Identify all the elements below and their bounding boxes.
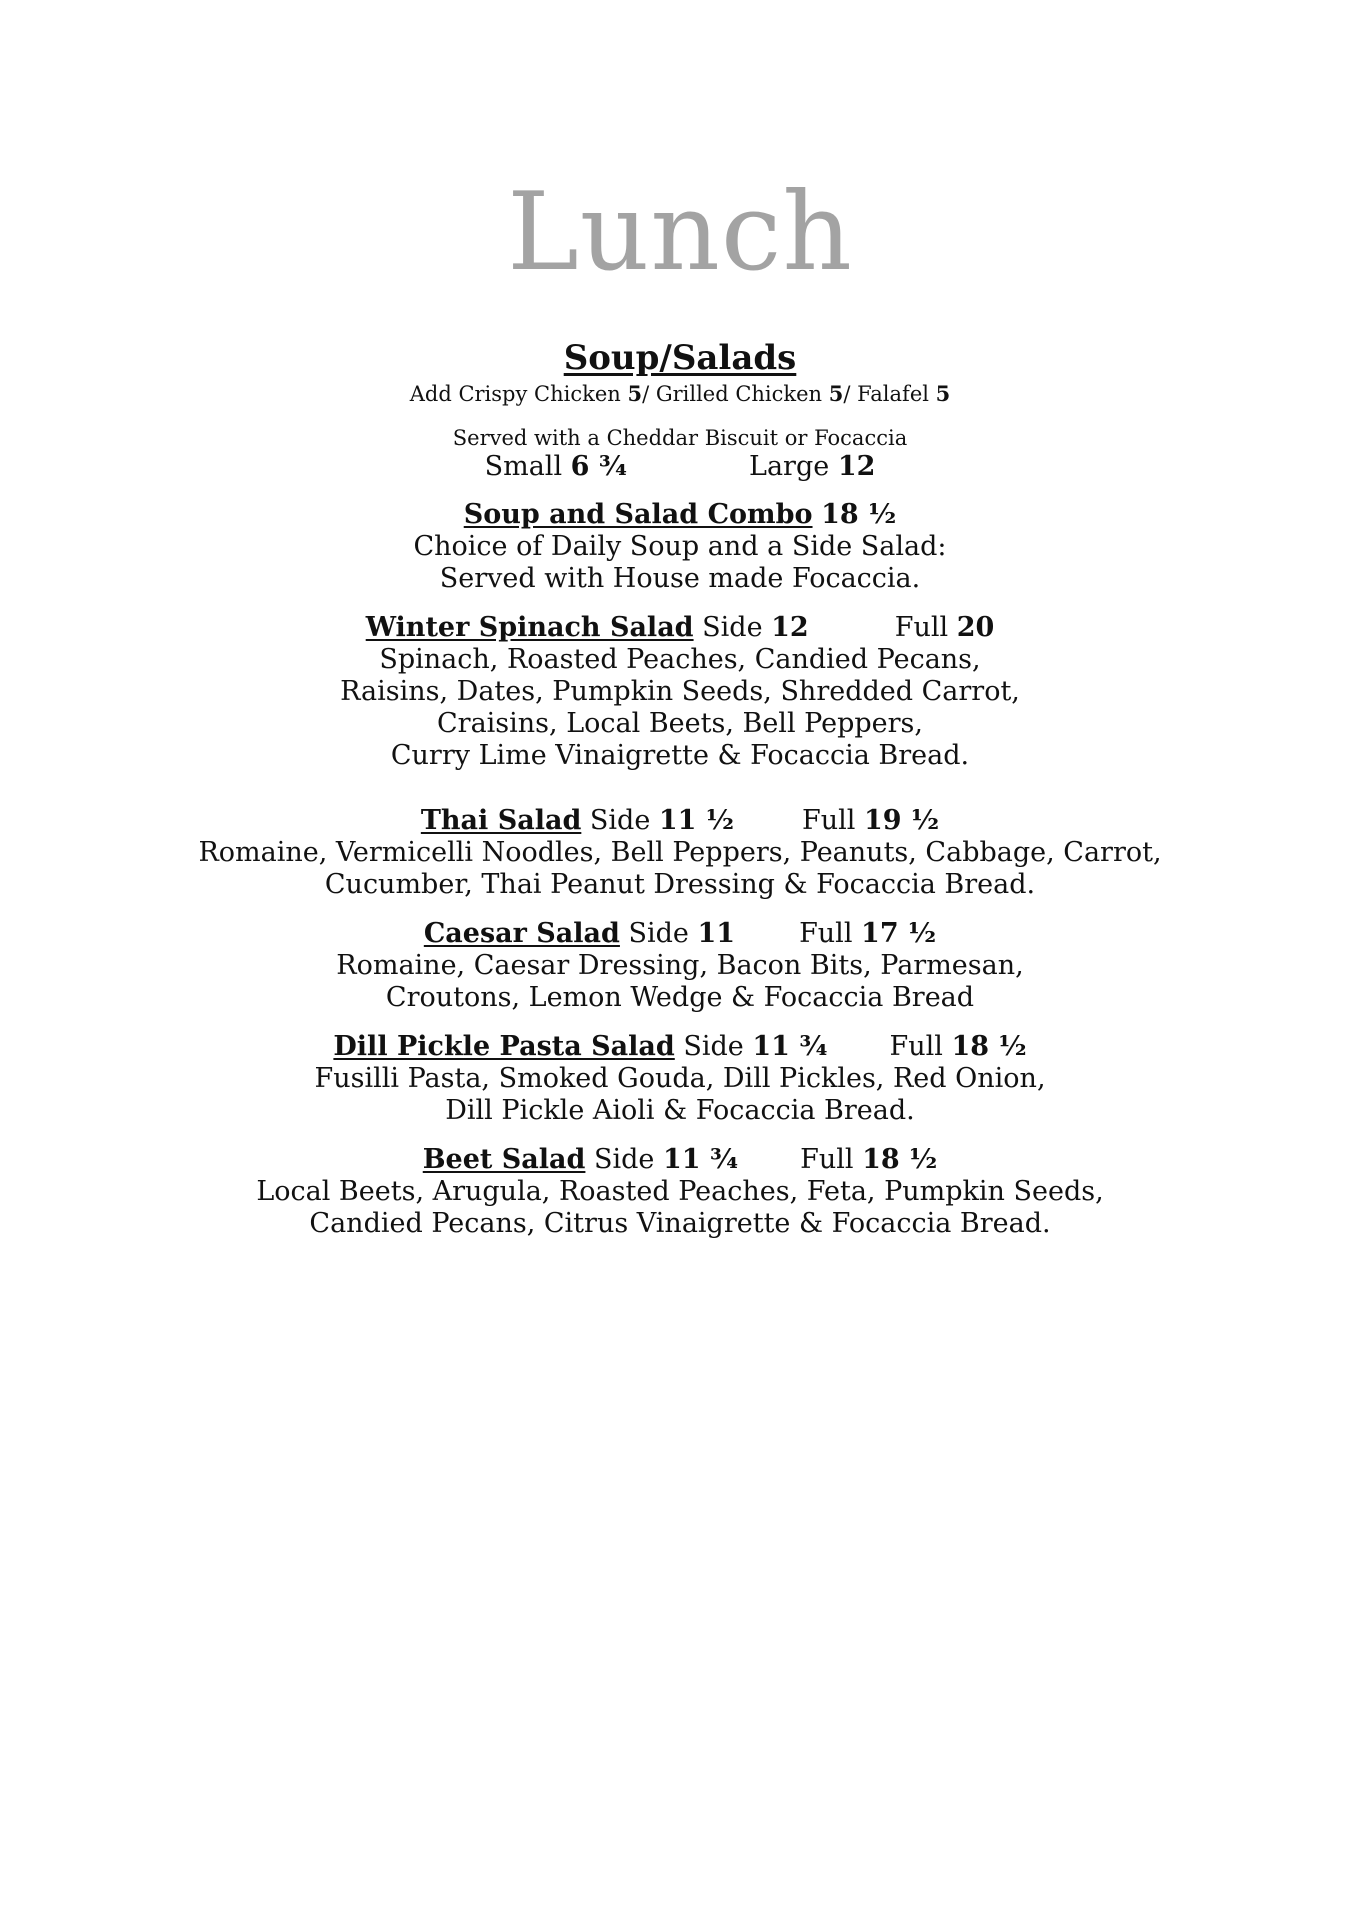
soup-served-with: Served with a Cheddar Biscuit or Focaccia — [452, 426, 908, 450]
spinach-full-label: Full — [894, 612, 957, 643]
spinach-full-price: 20 — [956, 612, 995, 643]
spinach-desc-line: Curry Lime Vinaigrette & Focaccia Bread. — [390, 740, 970, 771]
beet-full-price: 18 ½ — [862, 1144, 938, 1175]
dill-name: Dill Pickle Pasta Salad — [333, 1031, 675, 1062]
combo-heading — [0, 499, 1360, 531]
spinach-desc-line: Spinach, Roasted Peaches, Candied Pecans, — [379, 644, 981, 675]
thai-full-label: Full — [802, 805, 865, 836]
beet-heading — [0, 1144, 1360, 1176]
beet-full-label: Full — [800, 1144, 863, 1175]
beet-side-label: Side — [585, 1144, 663, 1175]
addon-falafel-label: / Falafel — [843, 382, 936, 406]
spinach-side-label: Side — [693, 612, 772, 643]
addons-line — [0, 379, 1360, 409]
caesar-full-price: 17 ½ — [861, 918, 937, 949]
caesar-name: Caesar Salad — [423, 918, 620, 949]
combo-desc-line: Choice of Daily Soup and a Side Salad: — [413, 531, 947, 562]
addon-crispy-price: 5 — [627, 381, 643, 406]
caesar-desc-line: Croutons, Lemon Wedge & Focaccia Bread — [385, 982, 975, 1013]
caesar-side-price: 11 — [697, 918, 736, 949]
spinach-heading — [0, 612, 1360, 644]
spinach-side-price: 12 — [771, 612, 809, 643]
dill-desc-line: Fusilli Pasta, Smoked Gouda, Dill Pickles, Red Onion, — [314, 1063, 1046, 1094]
beet-desc-line: Candied Pecans, Citrus Vinaigrette & Focaccia Bread. — [309, 1208, 1051, 1239]
addon-falafel-price: 5 — [935, 381, 951, 406]
thai-desc-line: Romaine, Vermicelli Noodles, Bell Peppers, Peanuts, Cabbage, Carrot, — [198, 837, 1162, 868]
caesar-full-label: Full — [799, 918, 862, 949]
soup-small-price: 6 ¾ — [570, 451, 628, 482]
beet-name: Beet Salad — [422, 1144, 586, 1175]
combo-desc-line: Served with House made Focaccia. — [439, 563, 921, 594]
beet-side-price: 11 ¾ — [662, 1144, 739, 1175]
dill-heading — [0, 1031, 1360, 1063]
thai-desc-line: Cucumber, Thai Peanut Dressing & Focaccia Bread. — [324, 869, 1036, 900]
thai-name: Thai Salad — [420, 805, 582, 836]
thai-heading — [0, 805, 1360, 837]
dill-full-label: Full — [889, 1031, 952, 1062]
dill-side-label: Side — [674, 1031, 753, 1062]
dill-full-price: 18 ½ — [951, 1031, 1027, 1062]
combo-price: 18 ½ — [821, 499, 897, 530]
caesar-side-label: Side — [619, 918, 698, 949]
addon-grilled-label: / Grilled Chicken — [642, 382, 829, 406]
soup-sizes — [0, 451, 1360, 483]
thai-full-price: 19 ½ — [864, 805, 940, 836]
caesar-heading — [0, 918, 1360, 950]
soup-small-label: Small — [484, 451, 571, 482]
addon-grilled-price: 5 — [828, 381, 844, 406]
spinach-desc-line: Raisins, Dates, Pumpkin Seeds, Shredded Carrot, — [340, 676, 1020, 707]
beet-desc-line: Local Beets, Arugula, Roasted Peaches, Feta, Pumpkin Seeds, — [256, 1176, 1104, 1207]
section-heading: Soup/Salads — [563, 338, 797, 378]
dill-side-price: 11 ¾ — [752, 1031, 828, 1062]
combo-name: Soup and Salad Combo — [463, 499, 813, 530]
addon-crispy-label: Add Crispy Chicken — [409, 382, 628, 406]
spinach-name: Winter Spinach Salad — [365, 612, 694, 643]
page-title: Lunch — [507, 170, 853, 295]
dill-desc-line: Dill Pickle Aioli & Focaccia Bread. — [445, 1095, 915, 1126]
soup-large-label: Large — [749, 451, 838, 482]
spinach-desc-line: Craisins, Local Beets, Bell Peppers, — [437, 708, 923, 739]
caesar-desc-line: Romaine, Caesar Dressing, Bacon Bits, Parmesan, — [336, 950, 1024, 981]
thai-side-price: 11 ½ — [658, 805, 735, 836]
soup-large-price: 12 — [837, 451, 876, 482]
thai-side-label: Side — [581, 805, 659, 836]
